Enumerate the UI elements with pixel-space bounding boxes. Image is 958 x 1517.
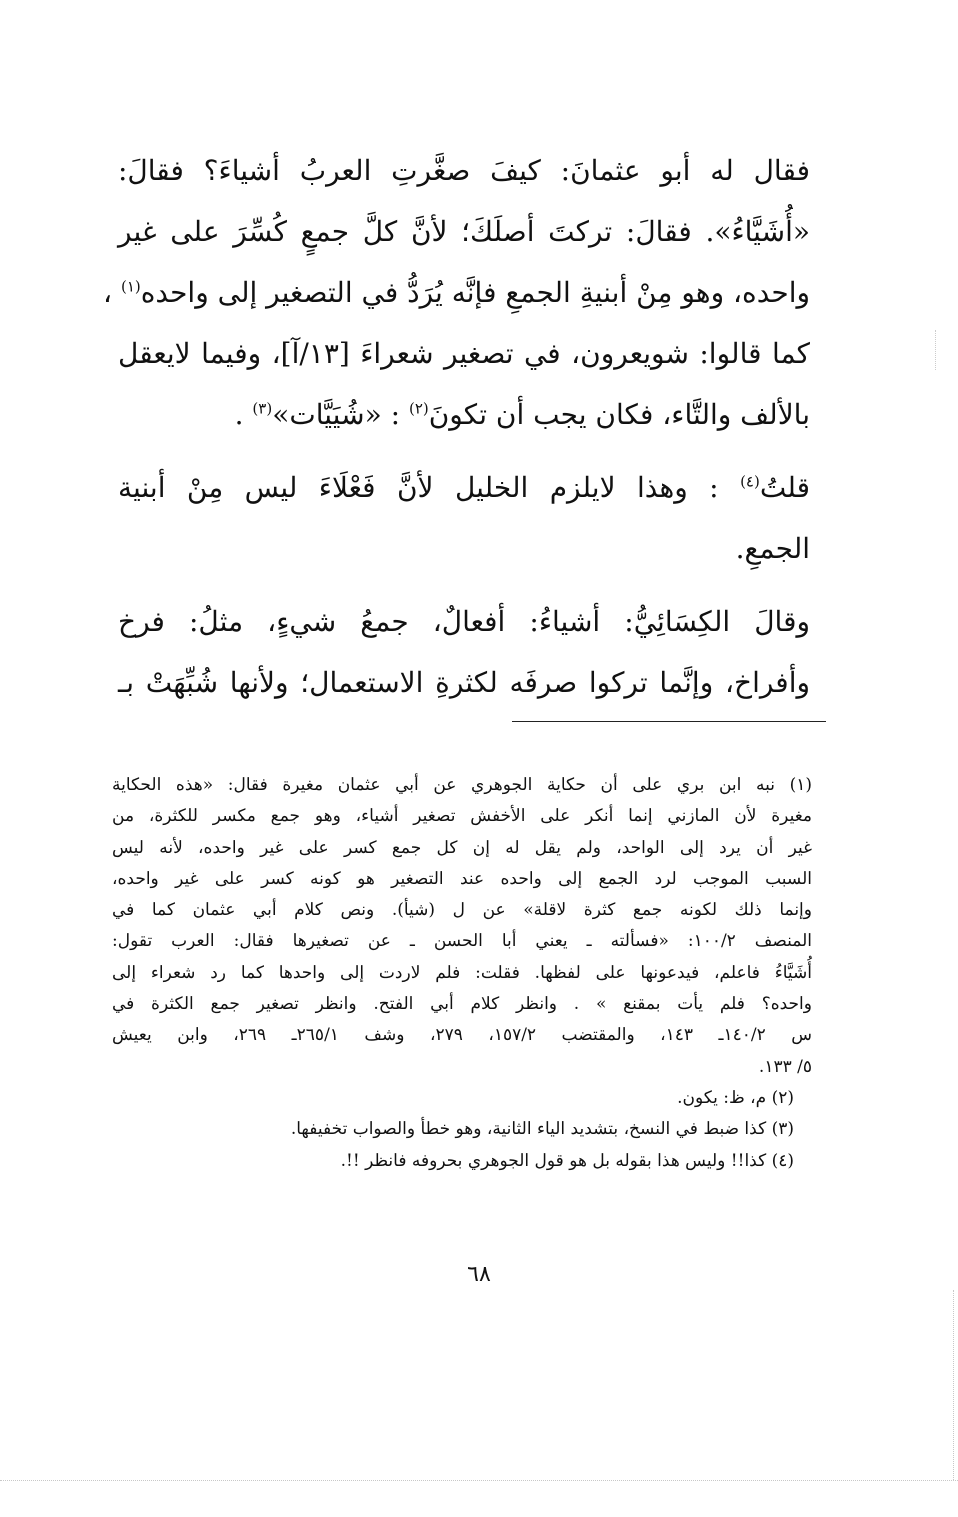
text-line xyxy=(103,262,810,323)
main-text-body xyxy=(103,140,810,713)
page-number: ٦٨ xyxy=(467,1262,491,1287)
scan-artifact xyxy=(0,1480,958,1481)
footnote-line: أُشَيَّاءُ فاعلم، فيدعونها على لفظها. فقلت: فلم لاردت إلى واحدها كما رد شعراء إلى xyxy=(112,962,812,983)
footnote-line: واحده؟ فلم يأت بمقنع » . وانظر كلام أبي الفتح. وانظر تصغير جمع الكثرة في xyxy=(112,994,812,1015)
text-line: وأفراخ، وإنَّما تركوا صرفَه لكثرةِ الاستعمال؛ ولأنها شُبِّهَتْ بـ xyxy=(118,666,810,699)
footnote-ref-2: (٢) xyxy=(408,399,429,418)
footnotes xyxy=(112,770,812,1177)
paragraph-2 xyxy=(118,457,810,579)
footnote-ref-1: (١) xyxy=(120,277,141,296)
text-line xyxy=(118,384,810,445)
text-line: كما قالوا: شويعرون، في تصغير شعراءَ [١٣/آ]، وفيما لايعقل xyxy=(118,337,810,370)
paragraph-1 xyxy=(103,140,810,445)
footnote-line: وإنما ذلك لكونه جمع كثرة لاقلة» عن ل (شيأ). ونص كلام أبي عثمان كما في xyxy=(112,900,812,921)
text-segment: . xyxy=(234,398,253,431)
text-line: «أُشَيَّاءُ». فقالَ: تركتَ أصلَكَ؛ لأنَّ كلَّ جمعٍ كُسِّرَ على غير xyxy=(118,215,810,248)
footnote-line: السبب الموجب لرد الجمع إلى واحده عند التصغير هو كونه كسر على غير واحده، xyxy=(112,868,812,889)
footnote-1 xyxy=(112,770,812,1083)
footnote-line: مغيرة لأن المازني إنما أنكر على الأخفش تصغير أشياء، وهو جمع مكسر للكثرة، من xyxy=(112,806,812,827)
scan-artifact xyxy=(935,330,936,370)
footnote-line: ٥/ ١٣٣. xyxy=(758,1056,812,1077)
footnote-line: المنصف ١٠٠/٢: «فسألته ـ يعني أبا الحسن ـ عن تصغيرها فقال: العرب تقول: xyxy=(112,931,812,952)
text-segment: واحده، وهو مِنْ أبنيةِ الجمعِ فإنَّه يُرَدُّ في التصغير إلى واحده xyxy=(140,276,810,309)
text-line xyxy=(118,457,810,518)
text-segment: بالألف والتَّاء، فكان يجب أن تكونَ xyxy=(428,398,810,431)
footnote-line: (١) نبه ابن بري على أن حكاية الجوهري عن أبي عثمان مغيرة فقال: «هذه الحكاية xyxy=(112,775,812,795)
text-segment: : وهذا لايلزم الخليل لأنَّ فَعْلَاءَ ليس مِنْ أبنية xyxy=(118,471,741,504)
footnote-ref-3: (٣) xyxy=(252,399,273,418)
scan-artifact xyxy=(953,1290,954,1480)
footnote-ref-4: (٤) xyxy=(740,472,760,491)
text-line: وقالَ الكِسَائِيُّ: أشياءُ: أفعالٌ، جمعُ شيءٍ، مثلُ: فرخ xyxy=(118,605,810,638)
footnote-line: س ١٤٠/٢ـ ١٤٣، والمقتضب ١٥٧/٢، ٢٧٩، وشف ٢٦٥/١ـ ٢٦٩، وابن يعيش xyxy=(112,1025,813,1046)
text-line: الجمعِ. xyxy=(735,532,810,565)
footnote-3: (٣) كذا ضبط في النسخ، بتشديد الياء الثانية، وهو خطأ والصواب تخفيفها. xyxy=(290,1119,794,1140)
text-segment: ، xyxy=(103,276,121,309)
footnote-line: غير أن يرد إلى الواحد، ولم يقل له إن كل جمع كسر على غير واحده، لأنه ليس xyxy=(112,837,812,858)
text-segment: : «شُيَيَّات» xyxy=(272,398,409,431)
text-line: فقال له أبو عثمانَ: كيفَ صغَّرتِ العربُ أشياءَ؟ فقالَ: xyxy=(118,154,810,187)
footnote-4: (٤) كذا!! وليس هذا بقوله بل هو قول الجوهري بحروفه فانظر !!. xyxy=(340,1150,794,1171)
footnote-separator xyxy=(512,721,826,722)
paragraph-3 xyxy=(118,591,810,713)
footnote-2: (٢) م، ظ: يكون. xyxy=(677,1087,794,1108)
text-segment: قلتُ xyxy=(759,471,810,504)
